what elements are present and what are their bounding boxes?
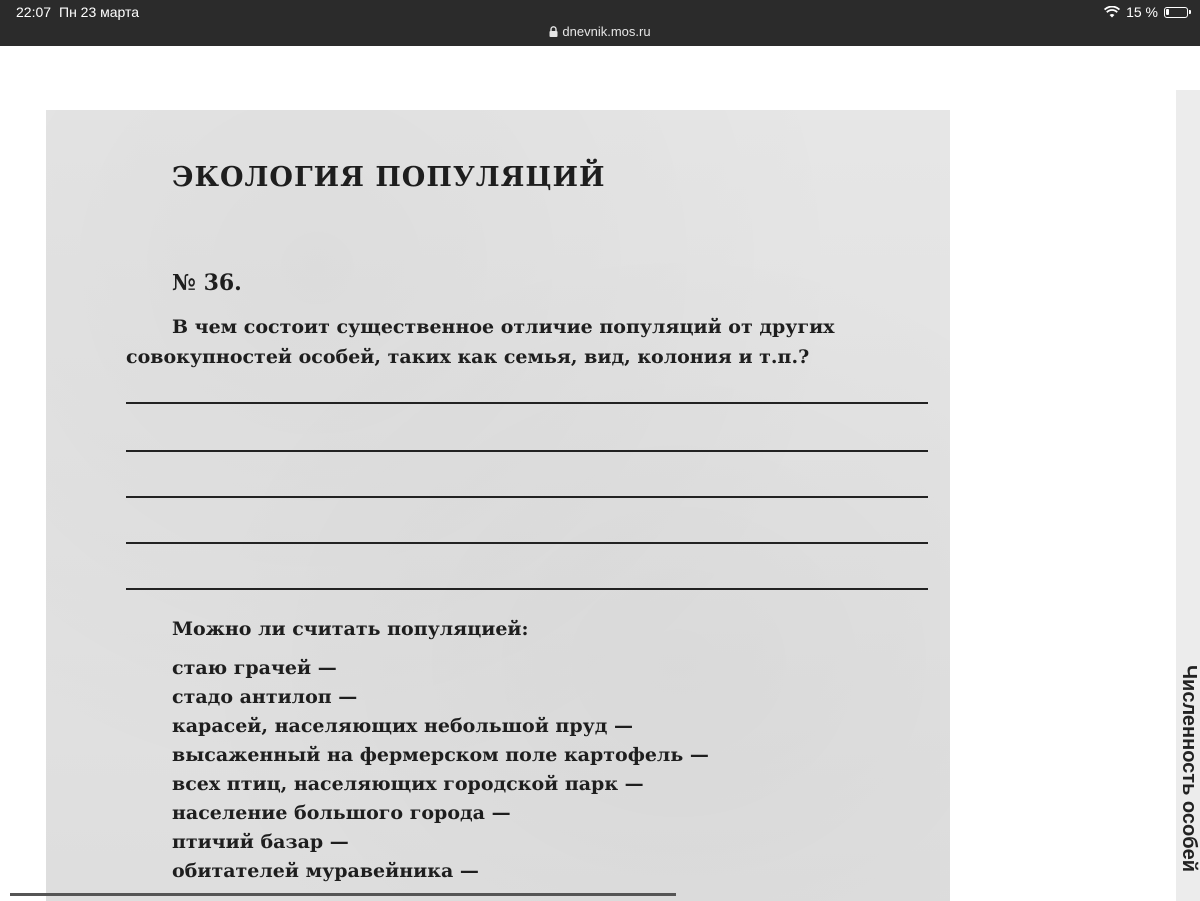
population-options-list: [172, 654, 709, 886]
lock-icon: [549, 26, 558, 37]
answer-line: [126, 496, 928, 498]
list-item: всех птиц, населяющих городской парк —: [172, 773, 644, 795]
battery-percent: 15 %: [1126, 4, 1158, 20]
status-date: Пн 23 марта: [59, 4, 140, 20]
list-item: население большого города —: [172, 802, 511, 824]
answer-line: [126, 542, 928, 544]
worksheet-photo: [46, 110, 950, 901]
answer-line: [126, 402, 928, 404]
divider: [10, 893, 676, 896]
list-item: обитателей муравейника —: [172, 860, 479, 882]
list-item: птичий базар —: [172, 831, 349, 853]
url-text: dnevnik.mos.ru: [562, 24, 651, 39]
list-item: стаю грачей —: [172, 657, 337, 679]
battery-icon: [1164, 7, 1188, 18]
status-indicators: [1104, 4, 1188, 20]
list-item: высаженный на фермерском поле картофель —: [172, 744, 709, 766]
task-number: № 36.: [172, 270, 242, 296]
status-time: 22:07: [16, 4, 52, 20]
question-text: В чем состоит существенное отличие популяций от других совокупностей особей, таких как семья, вид, колония и т.п.?: [126, 316, 835, 368]
list-item: карасей, населяющих небольшой пруд —: [172, 715, 634, 737]
answer-line: [126, 450, 928, 452]
answer-line: [126, 588, 928, 590]
page-title: ЭКОЛОГИЯ ПОПУЛЯЦИЙ: [172, 162, 606, 193]
question2-text: Можно ли считать популяцией:: [172, 618, 529, 640]
next-page-axis-label: Численность особей: [1178, 665, 1200, 872]
status-bar: [0, 0, 1200, 46]
list-item: стадо антилоп —: [172, 686, 358, 708]
address-bar[interactable]: [0, 24, 1200, 39]
wifi-icon: [1104, 6, 1120, 18]
